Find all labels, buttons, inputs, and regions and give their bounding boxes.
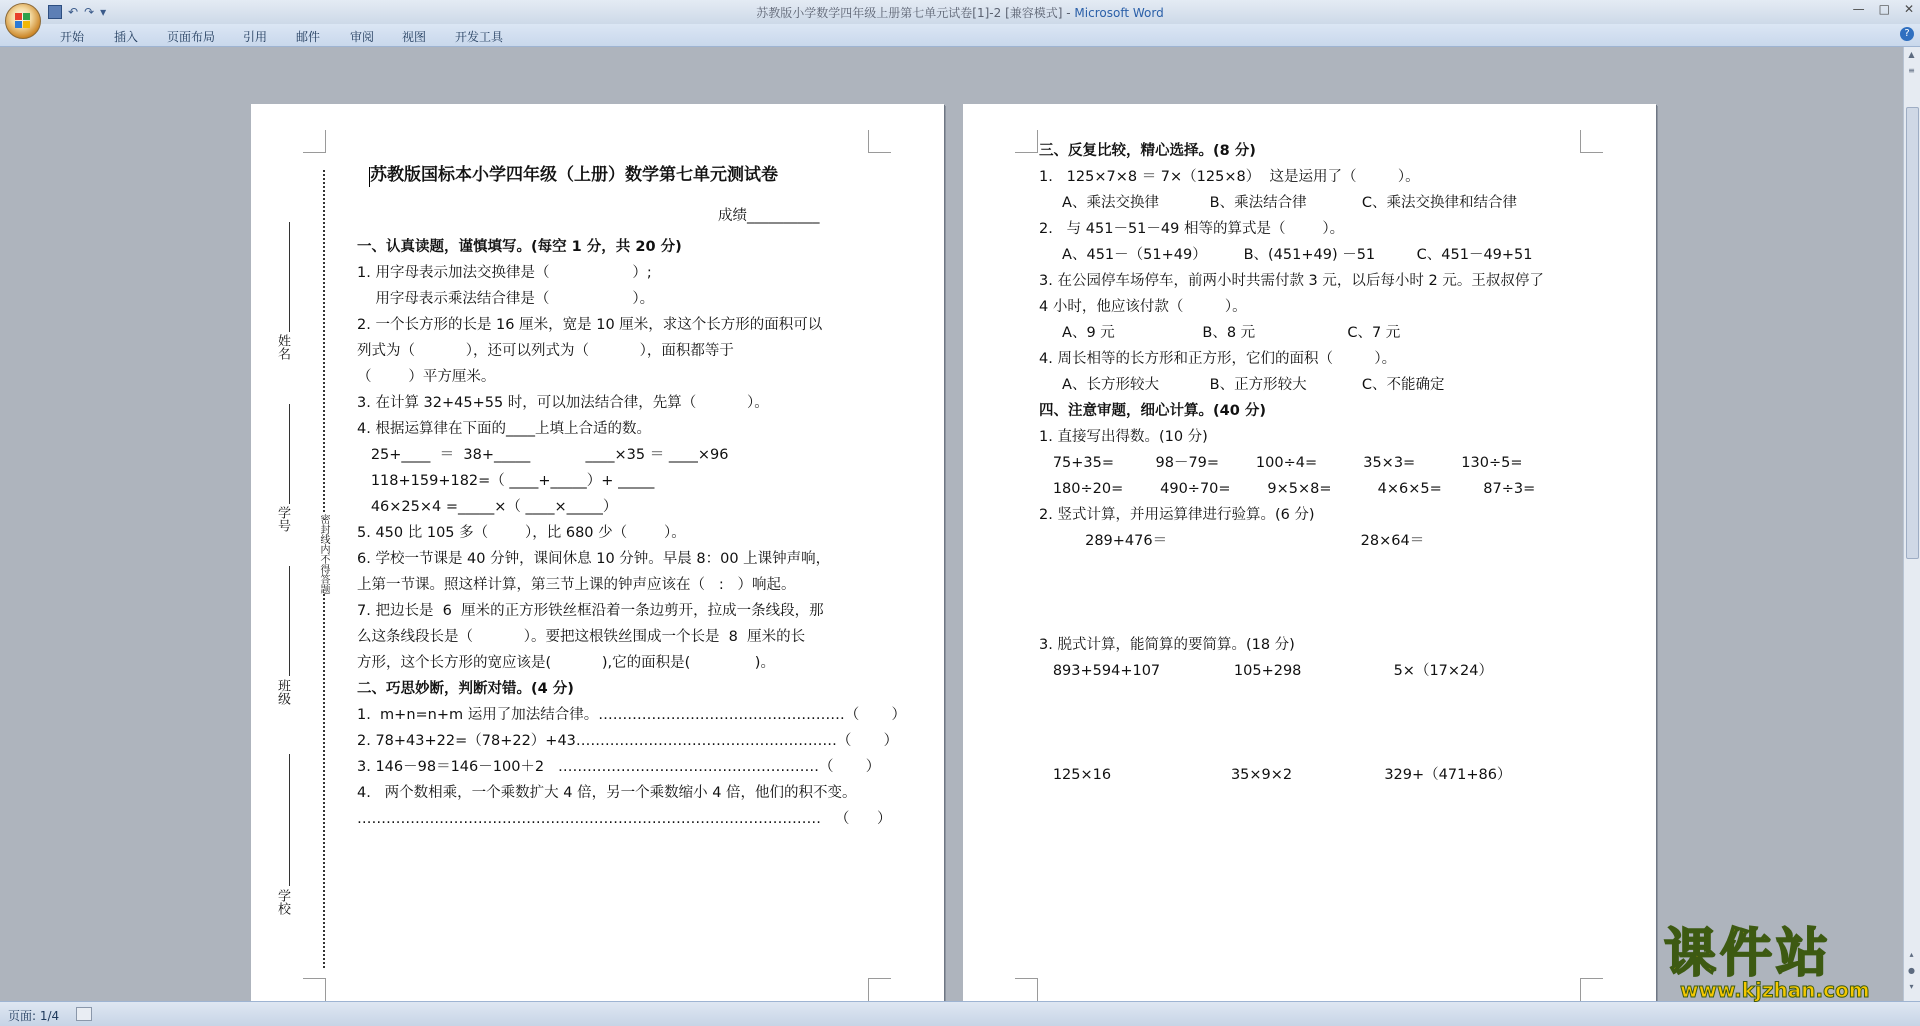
watermark-title: 课件站 [1664,924,1833,984]
question-line: 么这条线段长是（ ）。要把这根铁丝围成一个长是 8 厘米的长 [357,629,806,645]
page-title: 苏教版国标本小学四年级（上册）数学第七单元测试卷 [370,165,778,185]
question-line: 2. 竖式计算，并用运算律进行验算。(6 分) [1039,507,1315,523]
score-field: 成绩__________ [718,208,820,224]
question-line: 4. 周长相等的长方形和正方形，它们的面积（ ）。 [1039,351,1397,367]
side-label-name: 姓名 [275,334,290,360]
side-label-school: 学校 [275,889,290,915]
question-line: 180÷20= 490÷70= 9×5×8= 4×6×5= 87÷3= [1039,481,1536,497]
question-line: A、长方形较大 B、正方形较大 C、不能确定 [1039,377,1445,393]
question-line: 2. 与 451－51－49 相等的算式是（ ）。 [1039,221,1345,237]
side-label-class: 班级 [275,679,290,705]
question-line: 6. 学校一节课是 40 分钟，课间休息 10 分钟。早晨 8：00 上课钟声响， [357,551,831,567]
tab-insert[interactable]: 插入 [114,30,139,44]
question-line: 1. 125×7×8 ＝ 7×（125×8） 这是运用了（ ）。 [1039,169,1420,185]
question-line: 3. 146－98＝146－100＋2 ………………………………………………（ ） [357,759,881,775]
seal-line-text: 密封线内不得答题 [318,514,329,594]
question-line: 25+____ ＝ 38+_____ ____×35 ＝ ____×96 [357,447,729,463]
undo-icon[interactable]: ↶ [68,5,79,19]
question-line: 1. 用字母表示加法交换律是（ ）; [357,265,652,281]
student-id-line [289,404,290,504]
tab-page-layout[interactable]: 页面布局 [167,30,216,44]
previous-page-icon[interactable]: ▴ [1909,950,1914,959]
document-area[interactable] [0,47,1904,1001]
question-line: 用字母表示乘法结合律是（ ）。 [357,291,655,307]
customize-qat-icon[interactable]: ▾ [100,5,107,19]
section-heading: 一、认真读题，谨慎填写。(每空 1 分，共 20 分) [357,239,682,255]
question-line: …………………………………………………………………………………… （ ） [357,811,892,827]
section-heading: 三、反复比较，精心选择。(8 分) [1039,143,1256,159]
question-line: 3. 在计算 32+45+55 时，可以加法结合律，先算（ ）。 [357,395,769,411]
scroll-thumb[interactable] [1906,107,1919,559]
maximize-button[interactable]: □ [1878,2,1890,16]
class-line [289,566,290,676]
question-line: 7. 把边长是 6 厘米的正方形铁丝框沿着一条边剪开，拉成一条线段，那 [357,603,824,619]
next-page-icon[interactable]: ▾ [1909,982,1914,991]
document-name: 苏教版小学数学四年级上册第七单元试卷[1]-2 [兼容模式] [756,6,1063,20]
question-line: 893+594+107 105+298 5×（17×24） [1039,663,1494,679]
select-browse-object-icon[interactable]: ● [1908,966,1915,975]
section-heading: 二、巧思妙断，判断对错。(4 分) [357,681,574,697]
crop-mark [303,130,326,153]
page-indicator[interactable]: 页面: 1/4 [8,1009,60,1023]
question-line: 75+35= 98－79= 100÷4= 35×3= 130÷5= [1039,455,1523,471]
question-line: 方形，这个长方形的宽应该是( ),它的面积是( )。 [357,655,775,671]
window-controls [1853,2,1914,16]
side-label-student-id: 学号 [275,506,290,532]
ruler-toggle-icon[interactable]: ≡ [1908,66,1915,75]
tab-view[interactable]: 视图 [402,30,427,44]
proofing-icon[interactable] [76,1007,92,1021]
question-line: 3. 在公园停车场停车，前两小时共需付款 3 元，以后每小时 2 元。王叔叔停了 [1039,273,1544,289]
watermark-logo [1664,924,1902,1002]
close-button[interactable]: ✕ [1903,2,1914,16]
title-separator: - [1062,6,1075,20]
question-line: 46×25×4 =_____×（ ____×_____） [357,499,618,515]
section-heading: 四、注意审题，细心计算。(40 分) [1039,403,1266,419]
help-icon[interactable]: ? [1900,27,1914,41]
question-line: 3. 脱式计算，能简算的要简算。(18 分) [1039,637,1295,653]
question-line: 4 小时，他应该付款（ ）。 [1039,299,1247,315]
crop-mark [868,130,891,153]
question-line: A、乘法交换律 B、乘法结合律 C、乘法交换律和结合律 [1039,195,1518,211]
question-line: 5. 450 比 105 多（ ），比 680 少（ ）。 [357,525,686,541]
office-logo-icon [15,13,31,29]
tab-developer[interactable]: 开发工具 [455,30,504,44]
question-line: 118+159+182=（ ____+_____）+ _____ [357,473,655,489]
question-line: A、451－（51+49） B、(451+49) －51 C、451－49+51 [1039,247,1533,263]
question-line: 1. m+n=n+m 运用了加法结合律。……………………………………………（ ） [357,707,907,723]
question-line: 2. 78+43+22=（78+22）+43………………………………………………（ ） [357,733,899,749]
page-2[interactable] [963,104,1656,1001]
question-line: A、9 元 B、8 元 C、7 元 [1039,325,1401,341]
scroll-up-icon[interactable]: ▲ [1908,50,1915,59]
window-title [0,4,1920,21]
question-line: 2. 一个长方形的长是 16 厘米，宽是 10 厘米，求这个长方形的面积可以 [357,317,823,333]
minimize-button[interactable]: — [1852,2,1865,16]
ribbon-tabs [0,24,1920,47]
tab-references[interactable]: 引用 [243,30,268,44]
question-line: 列式为（ ），还可以列式为（ ），面积都等于 [357,343,734,359]
crop-mark [1015,130,1038,153]
question-line: 125×16 35×9×2 329+（471+86） [1039,767,1512,783]
question-line: 上第一节课。照这样计算，第三节上课的钟声应该在（ : ）响起。 [357,577,796,593]
title-bar [0,0,1920,24]
crop-mark [1015,978,1038,1001]
crop-mark [1580,130,1603,153]
crop-mark [868,978,891,1001]
tab-mailings[interactable]: 邮件 [296,30,321,44]
question-line: 289+476＝ 28×64＝ [1039,533,1425,549]
tab-review[interactable]: 审阅 [350,30,375,44]
vertical-scrollbar[interactable] [1903,47,1920,1001]
watermark-url: www.kjzhan.com [1680,978,1870,1002]
office-button[interactable] [5,3,41,39]
app-name: Microsoft Word [1074,6,1164,20]
question-line: （ ）平方厘米。 [357,369,496,385]
question-line: 4. 根据运算律在下面的____上填上合适的数。 [357,421,651,437]
question-line: 4. 两个数相乘，一个乘数扩大 4 倍，另一个乘数缩小 4 倍，他们的积不变。 [357,785,857,801]
tab-home[interactable]: 开始 [60,30,85,44]
crop-mark [303,978,326,1001]
name-line [289,222,290,332]
status-bar [0,1001,1920,1026]
redo-icon[interactable]: ↷ [84,5,95,19]
question-line: 1. 直接写出得数。(10 分) [1039,429,1208,445]
page-1[interactable] [251,104,944,1001]
crop-mark [1580,978,1603,1001]
school-line [289,754,290,886]
